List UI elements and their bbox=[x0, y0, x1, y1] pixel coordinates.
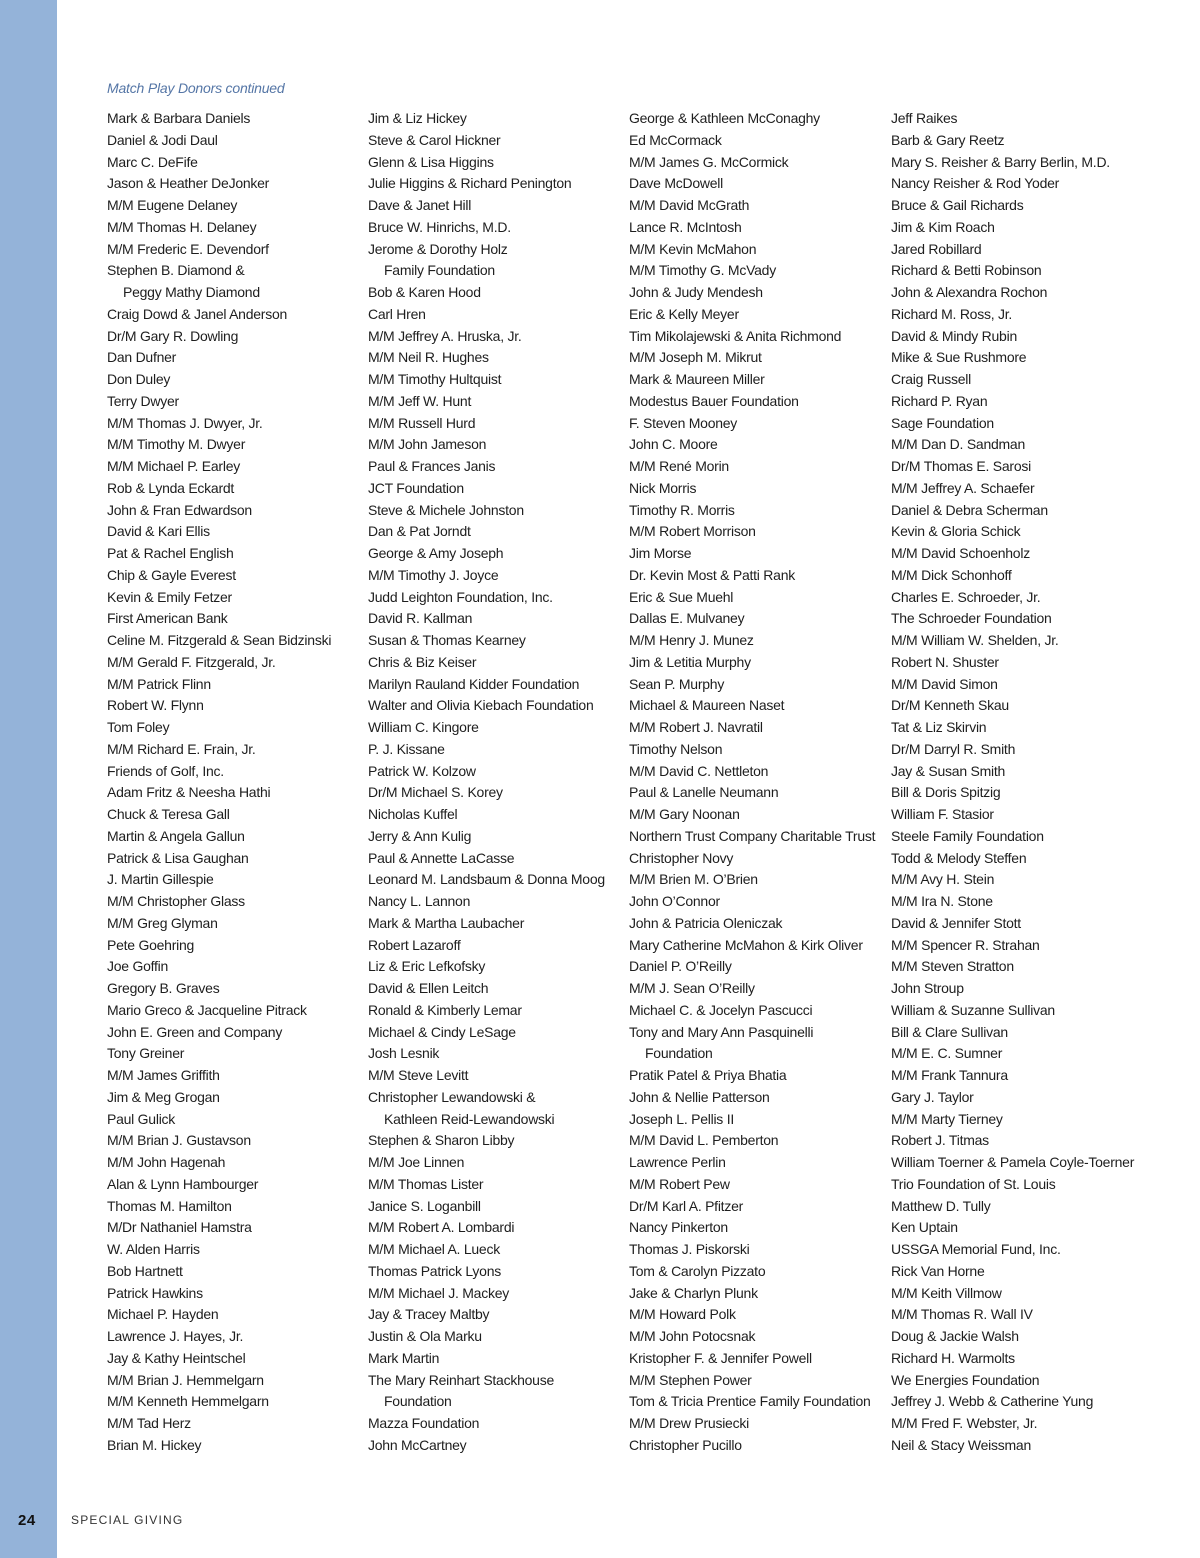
donor-name: Eric & Kelly Meyer bbox=[629, 305, 739, 322]
donor-name: Jay & Susan Smith bbox=[891, 762, 1006, 779]
donor-name: Jim & Liz Hickey bbox=[368, 110, 467, 126]
donor-name: M/M David Schoenholz bbox=[891, 545, 1030, 561]
donor-name: M/M Steven Stratton bbox=[891, 958, 1014, 975]
donor-name: M/M Greg Glyman bbox=[107, 914, 218, 931]
donor-name: M/M Dick Schonhoff bbox=[891, 566, 1012, 583]
donor-name: John & Patricia Oleniczak bbox=[629, 914, 783, 931]
donor-name: Neil & Stacy Weissman bbox=[891, 1436, 1031, 1453]
donor-name: M/M Robert J. Navratil bbox=[629, 719, 763, 735]
donor-name: Richard & Betti Robinson bbox=[891, 262, 1042, 279]
donor-name: M/M William W. Shelden, Jr. bbox=[891, 632, 1059, 648]
donor-name: Dr/M Michael S. Korey bbox=[368, 784, 503, 801]
donor-name: M/M Timothy M. Dwyer bbox=[107, 436, 246, 453]
donor-name: M/M Timothy Hultquist bbox=[368, 371, 502, 387]
donor-name: David R. Kallman bbox=[368, 610, 473, 627]
donor-name: M/M Kevin McMahon bbox=[629, 240, 757, 257]
donor-name: Nick Morris bbox=[629, 479, 697, 496]
donor-name: Joe Goffin bbox=[107, 958, 169, 975]
donor-column-2 bbox=[368, 108, 605, 1457]
donor-name: Josh Lesnik bbox=[368, 1045, 440, 1062]
donor-name: John McCartney bbox=[368, 1436, 467, 1453]
donor-column-4 bbox=[891, 108, 1134, 1457]
donor-name: Timothy Nelson bbox=[629, 740, 723, 757]
donor-name: William Toerner & Pamela Coyle-Toerner bbox=[891, 1154, 1135, 1170]
donor-name: Marilyn Rauland Kidder Foundation bbox=[368, 675, 580, 692]
donor-name: George & Kathleen McConaghy bbox=[629, 110, 820, 126]
donor-name: Carl Hren bbox=[368, 305, 426, 322]
donor-name: Pete Goehring bbox=[107, 936, 195, 953]
donor-name: M/M Robert Pew bbox=[629, 1175, 730, 1192]
donor-name: P. J. Kissane bbox=[368, 740, 445, 757]
donor-name: Adam Fritz & Neesha Hathi bbox=[107, 784, 271, 801]
donor-name: Robert Lazaroff bbox=[368, 936, 461, 953]
donor-name: Barb & Gary Reetz bbox=[891, 131, 1005, 148]
donor-name: M/M Avy H. Stein bbox=[891, 871, 995, 888]
donor-name: Eric & Sue Muehl bbox=[629, 588, 734, 605]
donor-name: Northern Trust Company Charitable Trust bbox=[629, 827, 876, 844]
donor-name: Janice S. Loganbill bbox=[368, 1197, 481, 1214]
donor-name: Jim & Letitia Murphy bbox=[629, 653, 751, 670]
donor-name: Mary Catherine McMahon & Kirk Oliver bbox=[629, 936, 863, 953]
donor-name: Chuck & Teresa Gall bbox=[107, 806, 230, 822]
donor-name: First American Bank bbox=[107, 610, 228, 627]
donor-name: Robert N. Shuster bbox=[891, 653, 999, 670]
donor-name: Jim Morse bbox=[629, 545, 692, 561]
donor-name: M/M Jeffrey A. Schaefer bbox=[891, 479, 1035, 496]
donor-name: Paul & Lanelle Neumann bbox=[629, 784, 779, 801]
donor-name: Dave McDowell bbox=[629, 175, 723, 192]
donor-name: Daniel P. O’Reilly bbox=[629, 958, 732, 975]
donor-name: Jay & Tracey Maltby bbox=[368, 1306, 490, 1323]
donor-name: Michael C. & Jocelyn Pascucci bbox=[629, 1001, 813, 1018]
donor-name: Bruce W. Hinrichs, M.D. bbox=[368, 218, 511, 235]
donor-name: Mark & Martha Laubacher bbox=[368, 914, 525, 931]
donor-name: M/M Keith Villmow bbox=[891, 1284, 1002, 1301]
donor-name: David & Jennifer Stott bbox=[891, 914, 1021, 931]
donor-name: Trio Foundation of St. Louis bbox=[891, 1175, 1056, 1192]
donor-name: The Mary Reinhart Stackhouse bbox=[368, 1371, 554, 1388]
donor-name: Friends of Golf, Inc. bbox=[107, 762, 224, 779]
donor-name: Tim Mikolajewski & Anita Richmond bbox=[629, 327, 842, 344]
donor-name: M/M David L. Pemberton bbox=[629, 1132, 779, 1149]
donor-name: Sage Foundation bbox=[891, 414, 994, 431]
donor-name: Kevin & Emily Fetzer bbox=[107, 588, 232, 605]
donor-name: Craig Russell bbox=[891, 371, 971, 387]
donor-name: Thomas Patrick Lyons bbox=[368, 1262, 501, 1279]
donor-name: Julie Higgins & Richard Penington bbox=[368, 175, 572, 192]
donor-name: M/M Henry J. Munez bbox=[629, 632, 754, 648]
donor-name: John Stroup bbox=[891, 980, 964, 996]
donor-column-3 bbox=[629, 108, 875, 1457]
donor-name: M/M David McGrath bbox=[629, 197, 750, 213]
donor-name: M/M E. C. Sumner bbox=[891, 1045, 1003, 1062]
donor-name: Kristopher F. & Jennifer Powell bbox=[629, 1349, 812, 1366]
donor-name: Paul & Frances Janis bbox=[368, 458, 496, 474]
donor-name: Lawrence Perlin bbox=[629, 1154, 726, 1170]
donor-name: Doug & Jackie Walsh bbox=[891, 1328, 1019, 1344]
donor-name: Rob & Lynda Eckardt bbox=[107, 479, 235, 496]
donor-name: Dallas E. Mulvaney bbox=[629, 610, 745, 627]
donor-name: Dr/M Darryl R. Smith bbox=[891, 740, 1016, 757]
donor-name: Bill & Clare Sullivan bbox=[891, 1023, 1008, 1040]
donor-name: M/M Michael A. Lueck bbox=[368, 1241, 500, 1257]
donor-name: Thomas J. Piskorski bbox=[629, 1241, 750, 1257]
donor-name: Dan & Pat Jorndt bbox=[368, 523, 471, 540]
donor-name: M/M Robert Morrison bbox=[629, 523, 756, 540]
donor-name: M/M John Jameson bbox=[368, 436, 487, 453]
donor-name: M/M Christopher Glass bbox=[107, 893, 245, 909]
donor-name: Mazza Foundation bbox=[368, 1415, 480, 1431]
donor-name: M/M Michael J. Mackey bbox=[368, 1284, 509, 1301]
donor-name: Robert J. Titmas bbox=[891, 1132, 989, 1149]
donor-name: Richard M. Ross, Jr. bbox=[891, 305, 1013, 322]
donor-name: Jared Robillard bbox=[891, 240, 982, 257]
donor-name: M/M Gary Noonan bbox=[629, 806, 740, 822]
section-heading: Match Play Donors continued bbox=[107, 80, 285, 96]
donor-name: M/M Patrick Flinn bbox=[107, 675, 211, 692]
donor-name: Bob Hartnett bbox=[107, 1262, 183, 1279]
donor-name: W. Alden Harris bbox=[107, 1241, 200, 1257]
donor-name: Judd Leighton Foundation, Inc. bbox=[368, 588, 553, 605]
donor-name: Dr/M Karl A. Pfitzer bbox=[629, 1197, 744, 1214]
donor-name: William & Suzanne Sullivan bbox=[891, 1001, 1055, 1018]
donor-name: M/M Joseph M. Mikrut bbox=[629, 349, 762, 366]
donor-name: William C. Kingore bbox=[368, 719, 479, 735]
donor-name: M/M Drew Prusiecki bbox=[629, 1415, 749, 1431]
donor-name: Chip & Gayle Everest bbox=[107, 566, 236, 583]
donor-name: Susan & Thomas Kearney bbox=[368, 632, 526, 648]
donor-name: M/M Brian J. Hemmelgarn bbox=[107, 1371, 264, 1388]
donor-name: M/M Kenneth Hemmelgarn bbox=[107, 1393, 269, 1410]
donor-name: Bruce & Gail Richards bbox=[891, 197, 1024, 213]
donor-name: Jeffrey J. Webb & Catherine Yung bbox=[891, 1393, 1094, 1410]
donor-name: M/M Thomas H. Delaney bbox=[107, 218, 257, 235]
donor-name: M/Dr Nathaniel Hamstra bbox=[107, 1219, 252, 1236]
donor-name: Ronald & Kimberly Lemar bbox=[368, 1001, 522, 1018]
donor-name: Dr. Kevin Most & Patti Rank bbox=[629, 566, 795, 583]
donor-name: Patrick & Lisa Gaughan bbox=[107, 849, 249, 866]
page-number: 24 bbox=[18, 1512, 36, 1529]
page-edge-color-band bbox=[0, 0, 57, 1558]
donor-name: John C. Moore bbox=[629, 436, 718, 453]
donor-name: Jerome & Dorothy Holz bbox=[368, 240, 508, 257]
donor-name: Lance R. McIntosh bbox=[629, 218, 742, 235]
donor-name: Lawrence J. Hayes, Jr. bbox=[107, 1328, 244, 1344]
donor-name: M/M René Morin bbox=[629, 458, 729, 474]
donor-name: M/M Thomas R. Wall IV bbox=[891, 1306, 1033, 1323]
donor-name: M/M Dan D. Sandman bbox=[891, 436, 1025, 453]
donor-name: Justin & Ola Marku bbox=[368, 1328, 482, 1344]
donor-name: Mark Martin bbox=[368, 1349, 440, 1366]
donor-name: Tom & Tricia Prentice Family Foundation bbox=[629, 1393, 871, 1410]
donor-name: Bob & Karen Hood bbox=[368, 284, 481, 300]
donor-name: Modestus Bauer Foundation bbox=[629, 392, 799, 409]
donor-name: M/M Jeff W. Hunt bbox=[368, 392, 472, 409]
donor-name: M/M Neil R. Hughes bbox=[368, 349, 489, 366]
donor-name: Pratik Patel & Priya Bhatia bbox=[629, 1067, 787, 1083]
donor-name: Stephen B. Diamond & bbox=[107, 262, 245, 279]
donor-name: Daniel & Debra Scherman bbox=[891, 501, 1048, 518]
donor-name: Patrick Hawkins bbox=[107, 1284, 203, 1301]
donor-name: Ed McCormack bbox=[629, 131, 722, 148]
donor-name: Jeff Raikes bbox=[891, 110, 958, 126]
donor-name: The Schroeder Foundation bbox=[891, 610, 1052, 627]
donor-name: M/M Ira N. Stone bbox=[891, 893, 993, 909]
donor-name: George & Amy Joseph bbox=[368, 545, 504, 561]
donor-name: Paul & Annette LaCasse bbox=[368, 849, 515, 866]
donor-name: Marc C. DeFife bbox=[107, 153, 198, 170]
donor-name: M/M Russell Hurd bbox=[368, 414, 476, 431]
donor-name: M/M Thomas Lister bbox=[368, 1175, 484, 1192]
donor-name: Nancy Pinkerton bbox=[629, 1219, 728, 1236]
donor-name: Foundation bbox=[384, 1393, 452, 1410]
donor-name: M/M David C. Nettleton bbox=[629, 762, 769, 779]
donor-name: John & Nellie Patterson bbox=[629, 1088, 770, 1105]
donor-name: John & Judy Mendesh bbox=[629, 284, 763, 300]
donor-name: Bill & Doris Spitzig bbox=[891, 784, 1001, 801]
donor-name: Christopher Lewandowski & bbox=[368, 1088, 536, 1105]
donor-name: Robert W. Flynn bbox=[107, 697, 204, 714]
donor-name: John O’Connor bbox=[629, 893, 720, 909]
donor-name: Brian M. Hickey bbox=[107, 1436, 202, 1453]
donor-name: Craig Dowd & Janel Anderson bbox=[107, 305, 288, 322]
donor-name: Richard H. Warmolts bbox=[891, 1349, 1015, 1366]
donor-name: M/M Timothy J. Joyce bbox=[368, 566, 499, 583]
donor-name: Michael & Maureen Naset bbox=[629, 697, 785, 714]
donor-name: Patrick W. Kolzow bbox=[368, 762, 476, 779]
donor-name: M/M Tad Herz bbox=[107, 1415, 191, 1431]
donor-name: F. Steven Mooney bbox=[629, 414, 738, 431]
donor-name: David & Mindy Rubin bbox=[891, 327, 1017, 344]
donor-name: Christopher Novy bbox=[629, 849, 734, 866]
donor-name: J. Martin Gillespie bbox=[107, 871, 214, 888]
donor-name: John E. Green and Company bbox=[107, 1023, 283, 1040]
donor-name: Mario Greco & Jacqueline Pitrack bbox=[107, 1001, 307, 1018]
donor-name: Mark & Barbara Daniels bbox=[107, 110, 251, 126]
donor-column-1 bbox=[107, 108, 331, 1457]
donor-name: Jason & Heather DeJonker bbox=[107, 175, 270, 192]
donor-name: Family Foundation bbox=[384, 262, 495, 279]
donor-name: M/M Marty Tierney bbox=[891, 1110, 1003, 1127]
donor-name: Timothy R. Morris bbox=[629, 501, 735, 518]
donor-name: M/M Fred F. Webster, Jr. bbox=[891, 1415, 1038, 1431]
donor-name: Matthew D. Tully bbox=[891, 1197, 991, 1214]
donor-name: Dr/M Kenneth Skau bbox=[891, 697, 1009, 714]
donor-name: M/M James G. McCormick bbox=[629, 153, 789, 170]
donor-name: Tom & Carolyn Pizzato bbox=[629, 1262, 766, 1279]
donor-name: Chris & Biz Keiser bbox=[368, 653, 477, 670]
donor-name: Steve & Michele Johnston bbox=[368, 501, 524, 518]
donor-name: Nicholas Kuffel bbox=[368, 806, 458, 822]
donor-name: Celine M. Fitzgerald & Sean Bidzinski bbox=[107, 632, 332, 648]
donor-name: Liz & Eric Lefkofsky bbox=[368, 958, 486, 975]
donor-name: M/M Robert A. Lombardi bbox=[368, 1219, 515, 1236]
donor-name: Mary S. Reisher & Barry Berlin, M.D. bbox=[891, 153, 1110, 170]
donor-name: David & Kari Ellis bbox=[107, 523, 210, 540]
donor-name: John & Fran Edwardson bbox=[107, 501, 252, 518]
donor-name: Jim & Meg Grogan bbox=[107, 1088, 220, 1105]
donor-name: Thomas M. Hamilton bbox=[107, 1197, 232, 1214]
donor-name: Nancy Reisher & Rod Yoder bbox=[891, 175, 1060, 192]
donor-name: M/M Howard Polk bbox=[629, 1306, 736, 1323]
donor-name: Steele Family Foundation bbox=[891, 827, 1044, 844]
donor-name: Dr/M Gary R. Dowling bbox=[107, 327, 239, 344]
donor-name: M/M Eugene Delaney bbox=[107, 197, 238, 213]
donor-name: Tat & Liz Skirvin bbox=[891, 719, 987, 735]
donor-name: M/M Stephen Power bbox=[629, 1371, 752, 1388]
donor-name: M/M James Griffith bbox=[107, 1067, 220, 1083]
donor-name: Dr/M Thomas E. Sarosi bbox=[891, 458, 1031, 474]
donor-name: William F. Stasior bbox=[891, 806, 994, 822]
donor-name: Gregory B. Graves bbox=[107, 980, 220, 996]
donor-name: Pat & Rachel English bbox=[107, 545, 234, 561]
donor-name: M/M David Simon bbox=[891, 675, 998, 692]
donor-name: Michael P. Hayden bbox=[107, 1306, 219, 1323]
donor-name: M/M Brian J. Gustavson bbox=[107, 1132, 251, 1149]
donor-name: Jim & Kim Roach bbox=[891, 218, 995, 235]
donor-name: Tom Foley bbox=[107, 719, 170, 735]
donor-name: Terry Dwyer bbox=[107, 392, 179, 409]
donor-name: We Energies Foundation bbox=[891, 1371, 1040, 1388]
donor-name: M/M Spencer R. Strahan bbox=[891, 936, 1040, 953]
donor-name: Don Duley bbox=[107, 371, 171, 387]
donor-name: M/M Gerald F. Fitzgerald, Jr. bbox=[107, 653, 276, 670]
donor-name: Jerry & Ann Kulig bbox=[368, 827, 472, 844]
donor-name: M/M Timothy G. McVady bbox=[629, 262, 776, 279]
donor-name: Jay & Kathy Heintschel bbox=[107, 1349, 246, 1366]
donor-name: Tony Greiner bbox=[107, 1045, 185, 1062]
donor-name: Mark & Maureen Miller bbox=[629, 371, 765, 387]
donor-name: M/M Thomas J. Dwyer, Jr. bbox=[107, 414, 263, 431]
donor-name: Foundation bbox=[645, 1045, 713, 1062]
donor-name: Kevin & Gloria Schick bbox=[891, 523, 1021, 540]
donor-name: Nancy L. Lannon bbox=[368, 893, 471, 909]
donor-name: M/M Frederic E. Devendorf bbox=[107, 240, 269, 257]
donor-name: Charles E. Schroeder, Jr. bbox=[891, 588, 1041, 605]
donor-name: Stephen & Sharon Libby bbox=[368, 1132, 515, 1149]
donor-name: Leonard M. Landsbaum & Donna Moog bbox=[368, 871, 605, 888]
donor-name: John & Alexandra Rochon bbox=[891, 284, 1048, 300]
donor-name: Rick Van Horne bbox=[891, 1262, 985, 1279]
donor-name: M/M Joe Linnen bbox=[368, 1154, 465, 1170]
donor-name: Kathleen Reid-Lewandowski bbox=[384, 1110, 555, 1127]
donor-name: Michael & Cindy LeSage bbox=[368, 1023, 516, 1040]
donor-name: Gary J. Taylor bbox=[891, 1088, 974, 1105]
donor-name: Dan Dufner bbox=[107, 349, 177, 366]
donor-name: M/M John Hagenah bbox=[107, 1154, 226, 1170]
donor-name: Daniel & Jodi Daul bbox=[107, 131, 218, 148]
donor-name: JCT Foundation bbox=[368, 479, 464, 496]
donor-name: David & Ellen Leitch bbox=[368, 980, 489, 996]
donor-name: Todd & Melody Steffen bbox=[891, 849, 1027, 866]
donor-name: M/M Jeffrey A. Hruska, Jr. bbox=[368, 327, 522, 344]
donor-name: Jake & Charlyn Plunk bbox=[629, 1284, 758, 1301]
donor-name: M/M Brien M. O’Brien bbox=[629, 871, 758, 888]
donor-name: M/M Michael P. Earley bbox=[107, 458, 240, 474]
donor-name: Mike & Sue Rushmore bbox=[891, 349, 1027, 366]
donor-name: M/M John Potocsnak bbox=[629, 1328, 756, 1344]
donor-name: Tony and Mary Ann Pasquinelli bbox=[629, 1023, 814, 1040]
section-label: SPECIAL GIVING bbox=[71, 1513, 184, 1527]
donor-name: Walter and Olivia Kiebach Foundation bbox=[368, 697, 594, 714]
donor-name: Richard P. Ryan bbox=[891, 392, 988, 409]
donor-name: M/M J. Sean O’Reilly bbox=[629, 980, 755, 996]
donor-name: Peggy Mathy Diamond bbox=[123, 284, 260, 300]
donor-name: Sean P. Murphy bbox=[629, 675, 725, 692]
donor-name: M/M Steve Levitt bbox=[368, 1067, 469, 1083]
donor-name: Glenn & Lisa Higgins bbox=[368, 153, 494, 170]
donor-name: Paul Gulick bbox=[107, 1110, 176, 1127]
donor-name: Dave & Janet Hill bbox=[368, 197, 472, 213]
donor-name: USSGA Memorial Fund, Inc. bbox=[891, 1241, 1061, 1257]
donor-name: Joseph L. Pellis II bbox=[629, 1110, 734, 1127]
donor-name: Steve & Carol Hickner bbox=[368, 131, 501, 148]
donor-name: Alan & Lynn Hambourger bbox=[107, 1175, 259, 1192]
donor-name: Christopher Pucillo bbox=[629, 1436, 742, 1453]
donor-name: M/M Frank Tannura bbox=[891, 1067, 1008, 1083]
donor-name: Martin & Angela Gallun bbox=[107, 827, 245, 844]
donor-name: M/M Richard E. Frain, Jr. bbox=[107, 740, 256, 757]
donor-name: Ken Uptain bbox=[891, 1219, 958, 1236]
